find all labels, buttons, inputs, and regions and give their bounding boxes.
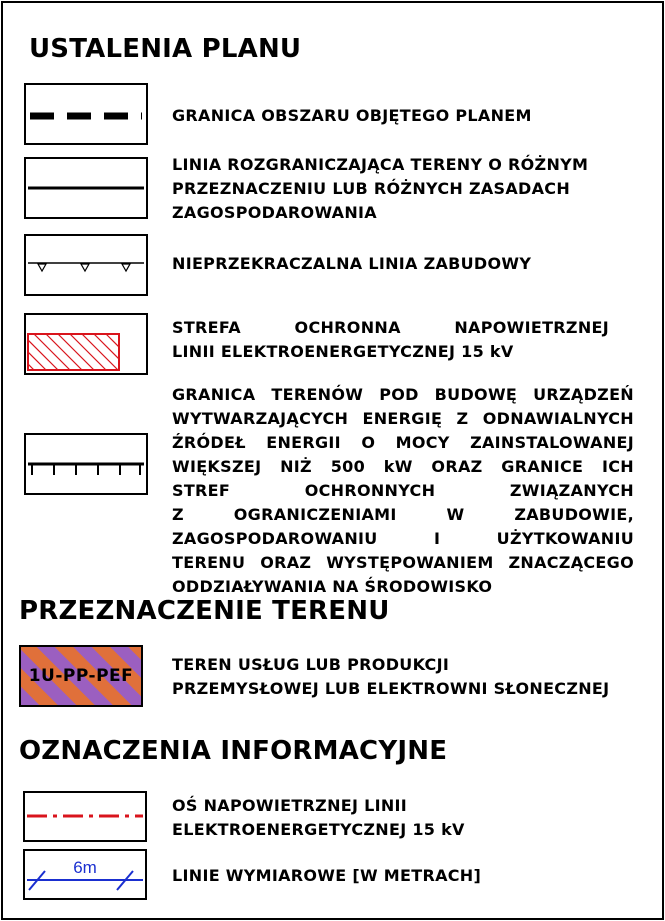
legend-label-power-axis: OŚ NAPOWIETRZNEJ LINII ELEKTROENERGETYCZNEJ 15 kV — [172, 796, 465, 839]
zone-code: 1U-PP-PEF — [28, 666, 134, 686]
dimension-value: 6m — [73, 858, 97, 877]
building-line-icon — [24, 234, 148, 296]
legend-label-dimension: LINIE WYMIAROWE [W METRACH] — [172, 866, 482, 885]
solid-demarcation-line-icon — [24, 157, 148, 219]
energy-area-boundary-icon — [24, 433, 148, 495]
section-title-oznaczenia: OZNACZENIA INFORMACYJNE — [19, 736, 448, 766]
legend-label-building-line: NIEPRZEKRACZALNA LINIA ZABUDOWY — [172, 254, 532, 273]
legend-label-demarcation: LINIA ROZGRANICZAJĄCA TERENY O RÓŻNYM PRZEZNACZENIU LUB RÓŻNYCH ZASADACH ZAGOSPODAROWANIA — [172, 155, 589, 222]
legend-label-zone: TEREN USŁUG LUB PRODUKCJI PRZEMYSŁOWEJ LUB ELEKTROWNI SŁONECZNEJ — [172, 655, 610, 698]
dimension-line-icon — [23, 849, 147, 900]
power-line-axis-icon — [23, 791, 147, 842]
zone-symbol-1u-pp-pef — [19, 645, 143, 707]
section-title-przeznaczenie: PRZEZNACZENIE TERENU — [19, 596, 390, 626]
section-title-ustalenia: USTALENIA PLANU — [29, 34, 302, 64]
dashed-boundary-line-icon — [24, 83, 148, 145]
legend-label-protection-zone: STREFA OCHRONNA NAPOWIETRZNEJ LINII ELEKTROENERGETYCZNEJ 15 kV — [172, 318, 609, 361]
protection-zone-hatch-icon — [24, 313, 148, 375]
legend-label-energy-area: GRANICA TERENÓW POD BUDOWĘ URZĄDZEŃ WYTWARZAJĄCYCH ENERGIĘ Z ODNAWIALNYCH ŹRÓDEŁ ENERGII O MOCY ZAINSTALOWANEJ WIĘKSZEJ NIŻ 500 kW ORAZ GRANICE ICH STREF OCHRONNYCH ZWIĄZANYCH Z OGRANICZENIAMI W ZABUDOWIE, ZAGOSPODAROWANIU I UŻYTKOWANIU TERENU ORAZ WYSTĘPOWANIEM ZNACZĄCEGO ODDZIAŁYWANIA NA ŚRODOWISKO — [172, 385, 634, 596]
legend-label-boundary: GRANICA OBSZARU OBJĘTEGO PLANEM — [172, 106, 532, 125]
